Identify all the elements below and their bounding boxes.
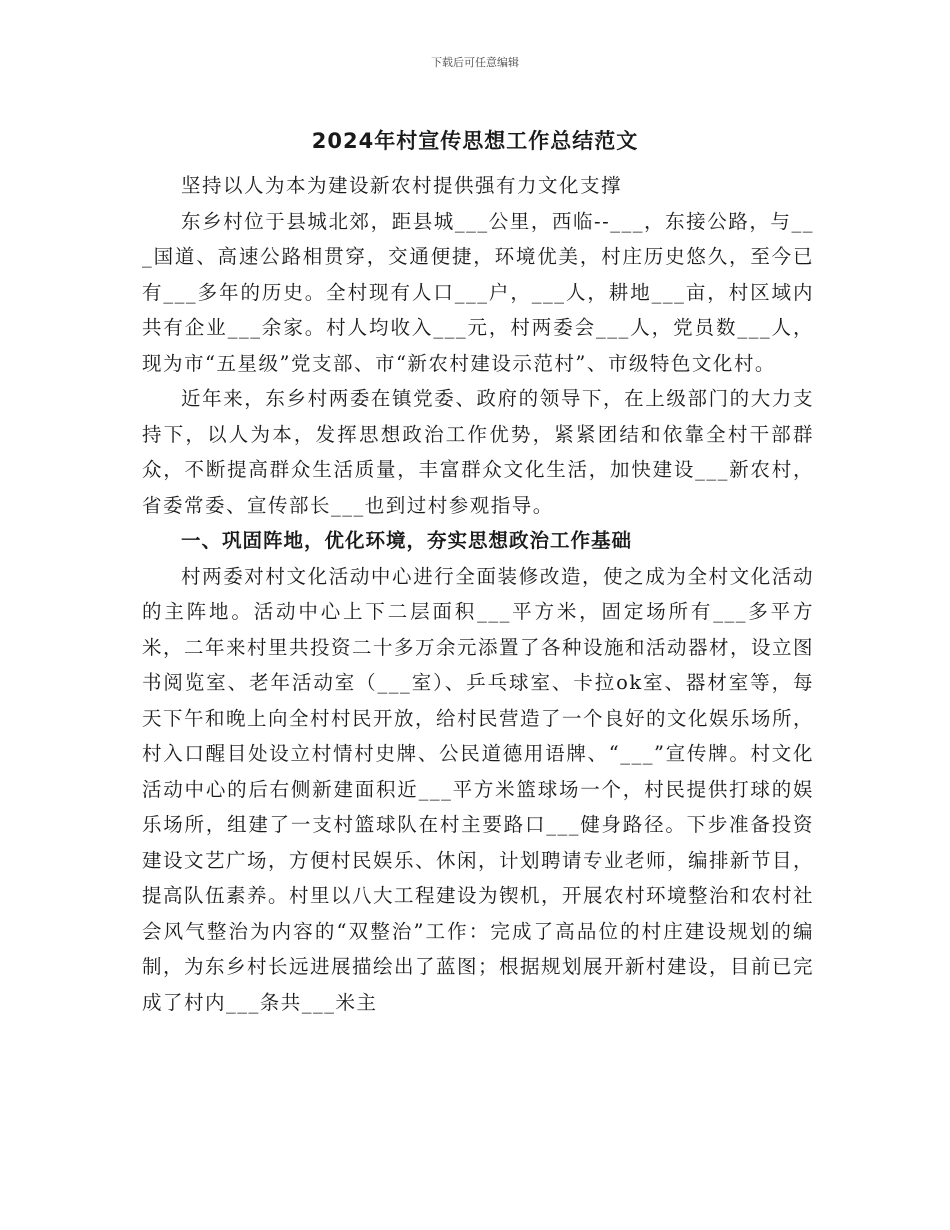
document-body xyxy=(142,168,814,1020)
document-title: 2024年村宣传思想工作总结范文 xyxy=(311,129,639,153)
body-paragraph: 东乡村位于县城北郊，距县城___公里，西临--___，东接公路，与___国道、高速公路相贯穿，交通便捷，环境优美，村庄历史悠久，至今已有___多年的历史。全村现有人口___户，___人，耕地___亩，村区域内共有企业___余家。村人均收入___元，村两委会___人，党员数___人，现为市“五星级”党支部、市“新农村建设示范村”、市级特色文化村。 xyxy=(142,209,814,375)
body-paragraph: 近年来，东乡村两委在镇党委、政府的领导下，在上级部门的大力支持下，以人为本，发挥思想政治工作优势，紧紧团结和依靠全村干部群众，不断提高群众生活质量，丰富群众文化生活，加快建设___新农村，省委常委、宣传部长___也到过村参观指导。 xyxy=(142,387,814,517)
header-note: 下载后可任意编辑 xyxy=(431,56,519,69)
body-paragraph: 村两委对村文化活动中心进行全面装修改造，使之成为全村文化活动的主阵地。活动中心上下二层面积___平方米，固定场所有___多平方米，二年来村里共投资二十多万余元添置了各种设施和活动器材，设立图书阅览室、老年活动室（___室）、乒乓球室、卡拉ok室、器材室等，每天下午和晚上向全村村民开放，给村民营造了一个良好的文化娱乐场所，村入口醒目处设立村情村史牌、公民道德用语牌、“___”宣传牌。村文化活动中心的后右侧新建面积近___平方米篮球场一个，村民提供打球的娱乐场所，组建了一支村篮球队在村主要路口___健身路径。下步准备投资建设文艺广场，方便村民娱乐、休闲，计划聘请专业老师，编排新节目，提高队伍素养。村里以八大工程建设为锲机，开展农村环境整治和农村社会风气整治为内容的“双整治”工作：完成了高品位的村庄建设规划的编制，为东乡村长远进展描绘出了蓝图；根据规划展开新村建设，目前已完成了村内___条共___米主 xyxy=(142,564,815,1014)
subtitle-paragraph: 坚持以人为本为建设新农村提供强有力文化支撑 xyxy=(181,174,623,197)
section-heading: 一、巩固阵地，优化环境，夯实思想政治工作基础 xyxy=(181,529,633,552)
